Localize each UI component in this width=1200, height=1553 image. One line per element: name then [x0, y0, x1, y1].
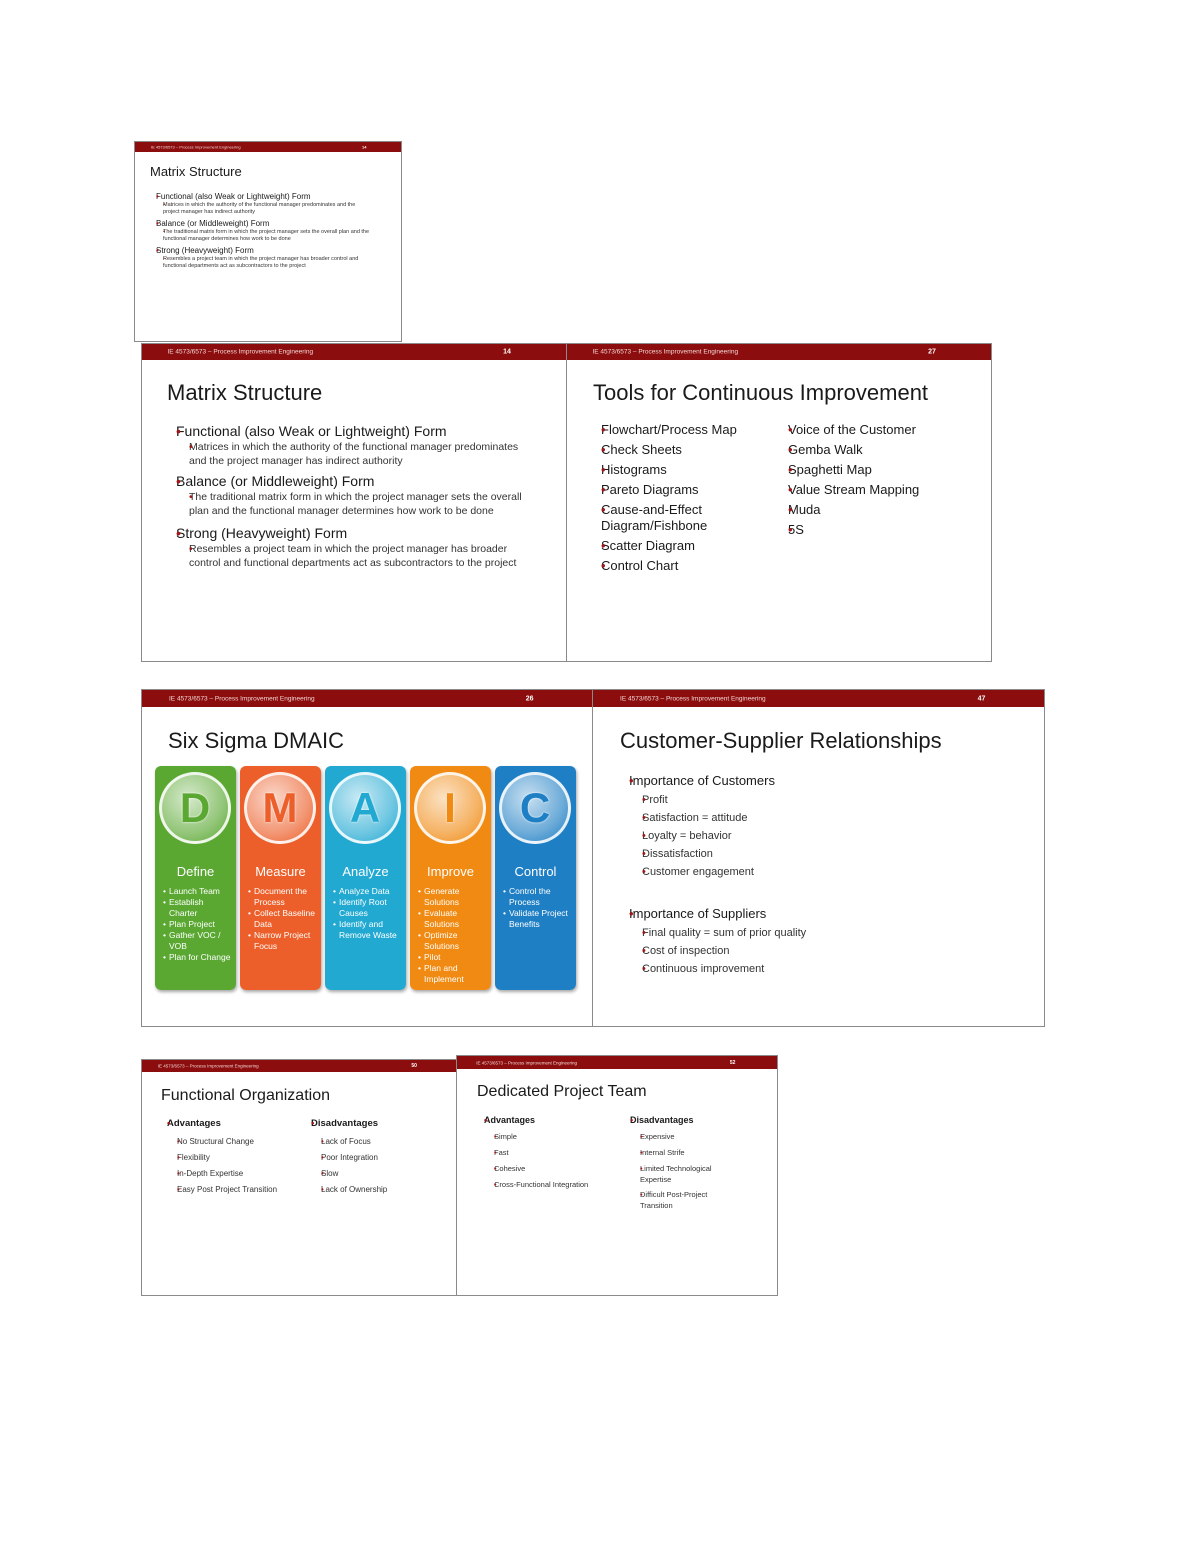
list-item: • Pareto Diagrams: [593, 482, 763, 498]
list-item: • Generate Solutions: [418, 886, 487, 908]
list-item: • Muda: [780, 502, 970, 518]
list-item: • Plan for Change: [163, 952, 232, 963]
slide-title: Customer-Supplier Relationships: [620, 728, 942, 753]
control-letter-circle: C: [499, 772, 571, 844]
phase-name: Analyze: [342, 864, 389, 879]
list-item: • Value Stream Mapping: [780, 482, 970, 498]
list-item: • Customer engagement: [620, 863, 1020, 881]
list-item: • Establish Charter: [163, 897, 232, 919]
define-letter-circle: D: [159, 772, 231, 844]
slide-title: Dedicated Project Team: [477, 1083, 647, 1100]
list-item: • Identify Root Causes: [333, 897, 402, 919]
list-item: • Final quality = sum of prior quality: [620, 924, 1020, 942]
list-item: • Dissatisfaction: [620, 845, 1020, 863]
slide-header-bar: [593, 690, 1044, 707]
list-item: • Balance (or Middleweight) Form: [167, 472, 547, 490]
list-item: • Scatter Diagram: [593, 538, 763, 554]
list-item: • Importance of Suppliers: [620, 905, 1020, 922]
list-item: • Advantages: [161, 1118, 301, 1130]
list-item: • Limited Technological Expertise: [624, 1163, 764, 1185]
list-item: • Optimize Solutions: [418, 930, 487, 952]
list-item: • Slow: [305, 1166, 445, 1182]
dmaic-improve-column: [410, 766, 491, 990]
slide-number: 14: [503, 348, 511, 356]
phase-steps: [248, 886, 317, 952]
list-item: • The traditional matrix form in which the project manager sets the overall plan and the functional manager determines how work to be done: [151, 229, 391, 243]
list-item: • Poor Integration: [305, 1150, 445, 1166]
list-item: • In-Depth Expertise: [161, 1166, 301, 1182]
slide-title: Matrix Structure: [167, 380, 323, 405]
bullet-list: [167, 422, 547, 570]
slide-header-bar: [457, 1056, 777, 1069]
list-item: • Voice of the Customer: [780, 422, 970, 438]
disadvantages-list: [624, 1114, 764, 1211]
slide-dedicated-project-team: [456, 1055, 778, 1296]
list-item: • Cohesive: [478, 1161, 623, 1177]
list-item: • Strong (Heavyweight) Form: [151, 246, 391, 256]
slide-number: 52: [729, 1059, 736, 1066]
list-item: • Control the Process: [503, 886, 572, 908]
list-item: • Analyze Data: [333, 886, 402, 897]
slide-matrix-structure-small: [134, 141, 402, 342]
list-item: • Advantages: [478, 1114, 623, 1126]
bullet-list: [151, 192, 391, 270]
slide-header-text: IE 4573/6573 – Process Improvement Engineering: [150, 144, 241, 150]
list-item: • Simple: [478, 1129, 623, 1145]
phase-steps: [418, 886, 487, 985]
list-item: • Lack of Focus: [305, 1134, 445, 1150]
slide-title: Functional Organization: [161, 1087, 330, 1104]
slide-title: Tools for Continuous Improvement: [593, 380, 929, 405]
dmaic-define-column: [155, 766, 236, 990]
list-item: • Profit: [620, 791, 1020, 809]
list-item: • Functional (also Weak or Lightweight) Form: [167, 422, 547, 440]
list-item: • Histograms: [593, 462, 763, 478]
list-item: • Flowchart/Process Map: [593, 422, 763, 438]
list-item: • Resembles a project team in which the project manager has broader control and functional departments act as subcontractors to the project: [151, 256, 391, 270]
phase-name: Improve: [427, 864, 474, 879]
slide-number: 27: [928, 348, 936, 356]
list-item: • Internal Strife: [624, 1145, 764, 1161]
phase-name: Control: [514, 864, 557, 879]
list-item: • Satisfaction = attitude: [620, 809, 1020, 827]
list-item: • Easy Post Project Transition: [161, 1182, 301, 1198]
list-item: • Resembles a project team in which the project manager has broader control and functional departments act as subcontractors to the project: [167, 542, 547, 570]
list-item: • Cross-Functional Integration: [478, 1177, 623, 1193]
slide-header-text: IE 4573/6573 – Process Improvement Engineering: [169, 695, 315, 702]
improve-letter-circle: I: [414, 772, 486, 844]
slide-header-text: IE 4573/6573 – Process Improvement Engineering: [592, 348, 739, 356]
slide-header-text: IE 4573/6573 – Process Improvement Engineering: [620, 695, 766, 702]
dmaic-control-column: [495, 766, 576, 990]
list-item: • No Structural Change: [161, 1134, 301, 1150]
list-item: • Loyalty = behavior: [620, 827, 1020, 845]
slide-number: 26: [525, 695, 534, 702]
phase-name: Measure: [255, 864, 306, 879]
advantages-list: [478, 1114, 623, 1193]
list-item: • Narrow Project Focus: [248, 930, 317, 952]
slide-number: 47: [977, 695, 986, 702]
list-item: • Matrices in which the authority of the functional manager predominates and the project manager has indirect authority: [151, 202, 391, 216]
measure-letter-circle: M: [244, 772, 316, 844]
list-item: • Continuous improvement: [620, 960, 1020, 978]
list-item: • Control Chart: [593, 558, 763, 574]
list-item: • Lack of Ownership: [305, 1182, 445, 1198]
list-item: • Difficult Post-Project Transition: [624, 1189, 764, 1211]
list-item: • Strong (Heavyweight) Form: [167, 524, 547, 542]
phase-steps: [503, 886, 572, 930]
list-item: • 5S: [780, 522, 970, 538]
advantages-list: [161, 1118, 301, 1198]
slide-functional-organization: [141, 1059, 459, 1296]
list-item: • Fast: [478, 1145, 623, 1161]
slide-matrix-structure: [141, 343, 567, 662]
analyze-letter-circle: A: [329, 772, 401, 844]
list-item: • Functional (also Weak or Lightweight) Form: [151, 192, 391, 202]
list-item: • Flexibility: [161, 1150, 301, 1166]
phase-steps: [333, 886, 402, 941]
bullet-list: [620, 772, 1020, 978]
list-item: • Cause-and-Effect Diagram/Fishbone: [593, 502, 763, 534]
list-item: • Disadvantages: [624, 1114, 764, 1126]
slide-header-bar: [142, 1060, 458, 1072]
list-item: • Importance of Customers: [620, 772, 1020, 789]
slide-header-text: IE 4573/6573 – Process Improvement Engineering: [157, 1063, 259, 1069]
list-item: • Document the Process: [248, 886, 317, 908]
slide-title: Matrix Structure: [150, 164, 242, 179]
slide-header-text: IE 4573/6573 – Process Improvement Engineering: [167, 348, 314, 356]
slide-tools-continuous-improvement: [566, 343, 992, 662]
list-item: • The traditional matrix form in which the project manager sets the overall plan and the functional manager determines how work to be done: [167, 490, 547, 518]
slide-header-bar: [142, 344, 566, 360]
list-item: • Validate Project Benefits: [503, 908, 572, 930]
slide-number: 50: [411, 1063, 417, 1069]
list-item: • Check Sheets: [593, 442, 763, 458]
tools-list-left: [593, 422, 763, 578]
slide-title: Six Sigma DMAIC: [168, 728, 345, 753]
list-item: • Identify and Remove Waste: [333, 919, 402, 941]
slide-header-bar: [142, 690, 592, 707]
list-item: • Spaghetti Map: [780, 462, 970, 478]
phase-name: Define: [176, 864, 215, 879]
dmaic-analyze-column: [325, 766, 406, 990]
list-item: • Evaluate Solutions: [418, 908, 487, 930]
slide-number: 14: [361, 144, 367, 150]
list-item: • Pilot: [418, 952, 487, 963]
slide-customer-supplier: [592, 689, 1045, 1027]
list-item: • Balance (or Middleweight) Form: [151, 219, 391, 229]
tools-list-right: [780, 422, 970, 542]
list-item: • Disadvantages: [305, 1118, 445, 1130]
list-item: • Launch Team: [163, 886, 232, 897]
list-item: • Cost of inspection: [620, 942, 1020, 960]
list-item: • Plan and Implement: [418, 963, 487, 985]
slide-header-bar: [567, 344, 991, 360]
list-item: • Expensive: [624, 1129, 764, 1145]
slide-header-bar: [135, 142, 401, 152]
phase-steps: [163, 886, 232, 963]
list-item: • Collect Baseline Data: [248, 908, 317, 930]
disadvantages-list: [305, 1118, 445, 1198]
slide-header-text: IE 4573/6573 – Process Improvement Engineering: [476, 1060, 577, 1065]
dmaic-measure-column: [240, 766, 321, 990]
list-item: • Gemba Walk: [780, 442, 970, 458]
list-item: • Matrices in which the authority of the functional manager predominates and the project manager has indirect authority: [167, 440, 547, 468]
list-item: • Gather VOC / VOB: [163, 930, 232, 952]
list-item: • Plan Project: [163, 919, 232, 930]
